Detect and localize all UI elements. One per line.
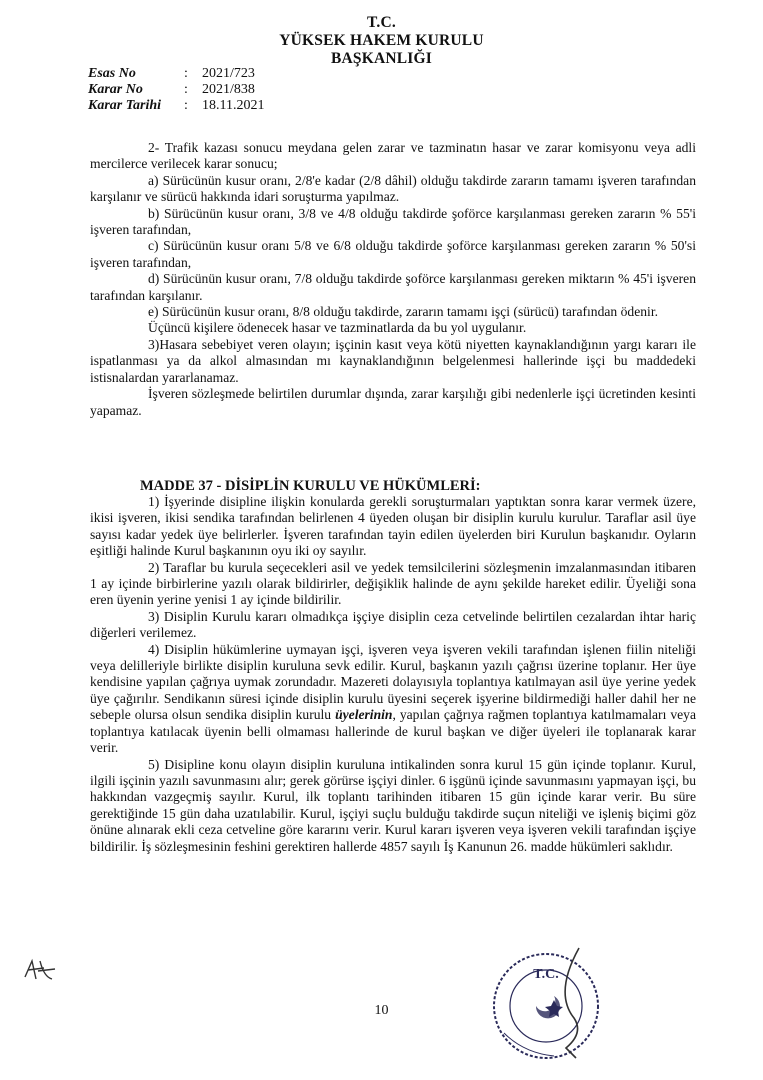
official-seal bbox=[484, 938, 614, 1068]
header-tc: T.C. bbox=[367, 14, 396, 31]
paragraph: 2- Trafik kazası sonucu meydana gelen zarar ve tazminatın hasar ve zarar komisyonu veya adli mercilerce verilecek karar sonucu; bbox=[90, 140, 696, 172]
page-number: 10 bbox=[374, 1003, 389, 1018]
paragraph: 3)Hasara sebebiyet veren olayın; işçinin kasıt veya kötü niyetten kaynaklandığının yargı kararı ile ispatlanması ya da alkol almasından mı kaynaklandığının belgelenmesi hallerinde işçi bu maddedeki istisnalardan yararlanamaz. bbox=[90, 336, 696, 385]
meta-value: 2021/838 bbox=[202, 82, 255, 97]
case-meta bbox=[88, 66, 264, 114]
meta-sep: : bbox=[184, 82, 188, 97]
emphasized-word: üyelerinin bbox=[335, 707, 393, 723]
meta-row-tarih bbox=[88, 98, 264, 114]
text-run: , yapılan çağrıya rağmen toplantıya katılmamaları veya toplantıya katılacak üyenin belli olmaması hallerinde de kurul başkan ve diğer üyeleri ile toplanarak karar verir. bbox=[90, 707, 696, 756]
initials-signature bbox=[22, 957, 58, 983]
paragraph: c) Sürücünün kusur oranı 5/8 ve 6/8 olduğu takdirde şoförce karşılanması gereken zararın % 50'si işveren tarafından, bbox=[90, 238, 696, 270]
paragraph bbox=[90, 642, 696, 757]
meta-row-karar bbox=[88, 82, 264, 98]
meta-row-esas bbox=[88, 66, 264, 82]
section-traffic bbox=[90, 140, 696, 419]
paragraph: a) Sürücünün kusur oranı, 2/8'e kadar (2/8 dâhil) olduğu takdirde zararın tamamı işveren tarafından karşılanır ve sürücü hakkında idari soruşturma yapılmaz. bbox=[90, 172, 696, 205]
paragraph: 3) Disiplin Kurulu kararı olmadıkça işçiye disiplin ceza cetvelinde belirtilen cezalardan ihtar hariç diğerleri verilemez. bbox=[90, 608, 696, 641]
meta-sep: : bbox=[184, 66, 188, 81]
svg-text:T.C.: T.C. bbox=[533, 967, 559, 982]
paragraph: İşveren sözleşmede belirtilen durumlar dışında, zarar karşılığı gibi nedenlerle işçi ücretinden kesinti yapamaz. bbox=[90, 386, 696, 418]
paragraph: 5) Disipline konu olayın disiplin kuruluna intikalinden sonra kurul 15 gün içinde toplanır. Kurul, ilgili işçinin yazılı savunmasını alır; gerek görürse işçiyi dinler. 6 işgünü içinde savunmasını yapmayan işçi, bu hakkından vazgeçmiş sayılır. Kurul, ilk toplantı tarihinden itibaren 15 gün içinde karar verir. Bu süre gerektiğinde 15 gün daha uzatılabilir. Kurul, işçiyi suçlu bulduğu takdirde suçun niteliği ve işleniş biçimi göz önüne alınarak ekli ceza cetveline göre kararını verir. Kurul kararı işveren veya işveren vekili tarafından işçiye bildirilir. İş sözleşmesinin feshini gerektiren hallerde 4857 sayılı İş Kanunun 26. madde hükümleri saklıdır. bbox=[90, 756, 696, 854]
meta-sep: : bbox=[184, 98, 188, 113]
meta-key: Karar Tarihi bbox=[88, 98, 162, 113]
paragraph: b) Sürücünün kusur oranı, 3/8 ve 4/8 olduğu takdirde şoförce karşılanması gereken zararın % 55'i işveren tarafından, bbox=[90, 205, 696, 238]
paragraph: Üçüncü kişilere ödenecek hasar ve tazminatlarda da bu yol uygulanır. bbox=[148, 320, 527, 336]
paragraph: d) Sürücünün kusur oranı, 7/8 olduğu takdirde şoförce karşılanması gereken miktarın % 45'i işveren tarafından karşılanır. bbox=[90, 271, 696, 303]
paragraph: e) Sürücünün kusur oranı, 8/8 olduğu takdirde, zararın tamamı işçi (sürücü) tarafından ödenir. bbox=[148, 304, 658, 320]
article-title: MADDE 37 - DİSİPLİN KURULU VE HÜKÜMLERİ: bbox=[140, 478, 481, 494]
text-run: 4) Disiplin hükümlerine uymayan işçi, işveren veya işveren vekili tarafından işlenen fiilin niteliği veya delilleriyle birlikte disiplin kuruluna sevk edilir. Kurul, başkanın yazılı çağrısı üzerine toplanır. Her üye kendisine yapılan çağrıya uymak zorundadır. Mazereti dolayısıyla toplantıya katılmayan asil üye yerine yedek üye çağırılır. Sendikanın süresi içinde disiplin kurulu üyesini seçerek işyerine bildirmediği haller dahil her ne sebeple olursa olsun sendika disiplin kurulu bbox=[90, 641, 696, 723]
meta-key: Esas No bbox=[88, 66, 136, 81]
meta-value: 2021/723 bbox=[202, 66, 255, 81]
article-body bbox=[90, 494, 696, 855]
header-presidency: BAŞKANLIĞI bbox=[330, 50, 433, 67]
header-institution: YÜKSEK HAKEM KURULU bbox=[279, 32, 484, 49]
paragraph: 2) Taraflar bu kurula seçecekleri asil ve yedek temsilcilerini sözleşmenin imzalanmasından itibaren 1 ay içinde birbirlerine yazılı olarak bildirirler, değişiklik halinde de aynı şekilde hareket edilir. Üyeliği sona eren üyenin yerine yenisi 1 ay içinde bildirilir. bbox=[90, 559, 696, 608]
paragraph: 1) İşyerinde disipline ilişkin konularda gerekli soruşturmaları yaptıktan sonra karar vermek üzere, ikisi işveren, ikisi sendika tarafından belirlenen 4 üyeden oluşan bir disiplin kurulu kurulur. Taraflar asil üye sayısı kadar yedek üye belirlerler. İşveren tarafından tayin edilen üyelerden biri Kurulun başkanıdır. Oyların eşitliği halinde Kurul başkanının oyu iki oy sayılır. bbox=[90, 494, 696, 559]
meta-key: Karar No bbox=[88, 82, 143, 97]
meta-value: 18.11.2021 bbox=[202, 98, 265, 113]
